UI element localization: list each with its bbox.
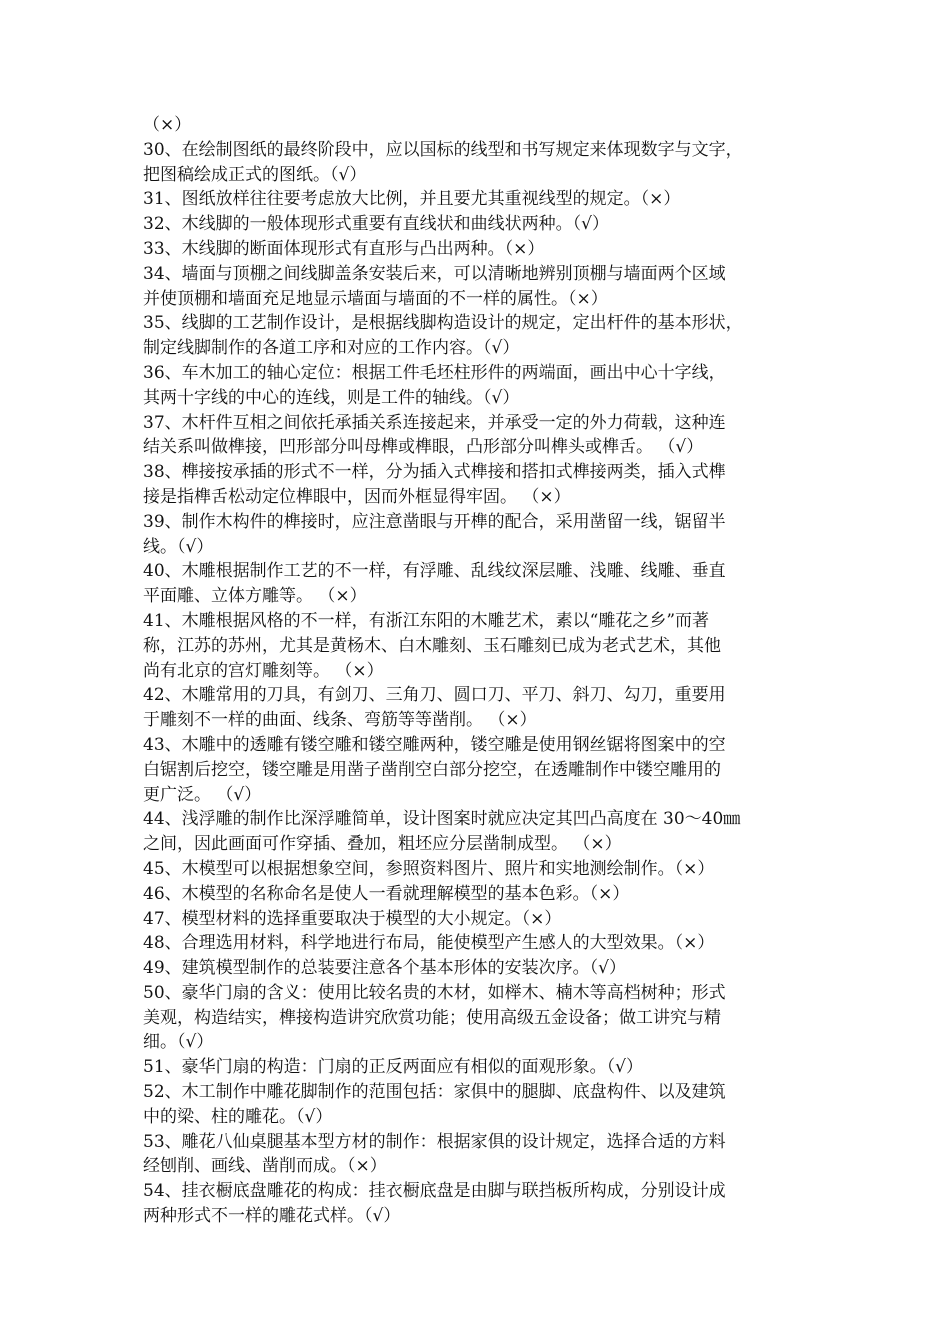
text-line: 其两十字线的中心的连线，则是工件的轴线。（√） <box>143 387 520 408</box>
text-line: 称，江苏的苏州，尤其是黄杨木、白木雕刻、玉石雕刻已成为老式艺术，其他 <box>143 635 721 656</box>
text-line: 白锯割后挖空，镂空雕是用凿子凿削空白部分挖空，在透雕制作中镂空雕用的 <box>143 759 721 780</box>
text-line: 48、合理选用材料，科学地进行布局，能使模型产生感人的大型效果。（×） <box>143 933 715 954</box>
text-line: 47、模型材料的选择重要取决于模型的大小规定。（×） <box>143 908 562 929</box>
text-line: 接是指榫舌松动定位榫眼中，因而外框显得牢固。 （×） <box>143 486 571 507</box>
text-line: 美观，构造结实，榫接构造讲究欣赏功能；使用高级五金设备；做工讲究与精 <box>143 1007 721 1028</box>
text-line: 把图稿绘成正式的图纸。（√） <box>143 164 367 185</box>
text-line: 45、木模型可以根据想象空间，参照资料图片、照片和实地测绘制作。（×） <box>143 858 715 879</box>
text-line: 41、木雕根据风格的不一样，有浙江东阳的木雕艺术，素以“雕花之乡”而著 <box>143 610 710 631</box>
text-line: 之间，因此画面可作穿插、叠加，粗坯应分层凿制成型。 （×） <box>143 834 622 855</box>
text-line: 38、榫接按承插的形式不一样，分为插入式榫接和搭扣式榫接两类，插入式榫 <box>143 462 726 483</box>
text-line: （×） <box>143 115 192 135</box>
text-line: 细。（√） <box>143 1032 214 1053</box>
text-line: 经刨削、画线、凿削而成。（×） <box>143 1156 387 1177</box>
text-line: 36、车木加工的轴心定位：根据工件毛坯柱形件的两端面，画出中心十字线， <box>143 362 726 383</box>
text-line: 53、雕花八仙桌腿基本型方材的制作：根据家俱的设计规定，选择合适的方料 <box>143 1131 726 1152</box>
document-page <box>143 113 823 1229</box>
text-line: 更广泛。 （√） <box>143 784 262 805</box>
text-line: 35、线脚的工艺制作设计，是根据线脚构造设计的规定，定出杆件的基本形状， <box>143 313 743 334</box>
text-line: 平面雕、立体方雕等。 （×） <box>143 586 367 607</box>
text-line: 42、木雕常用的刀具，有剑刀、三角刀、圆口刀、平刀、斜刀、勾刀，重要用 <box>143 685 726 706</box>
text-line: 34、墙面与顶棚之间线脚盖条安装后来，可以清晰地辨别顶棚与墙面两个区域 <box>143 263 726 284</box>
text-line: 49、建筑模型制作的总装要注意各个基本形体的安装次序。（√） <box>143 958 626 979</box>
text-line: 37、木杆件互相之间依托承插关系连接起来，并承受一定的外力荷载，这种连 <box>143 412 726 433</box>
text-line: 于雕刻不一样的曲面、线条、弯筋等等凿削。 （×） <box>143 710 537 731</box>
text-line: 中的梁、柱的雕花。（√） <box>143 1106 333 1127</box>
text-line: 制定线脚制作的各道工序和对应的工作内容。（√） <box>143 338 520 359</box>
text-line: 两种形式不一样的雕花式样。（√） <box>143 1206 401 1227</box>
text-line: 结关系叫做榫接，凹形部分叫母榫或榫眼，凸形部分叫榫头或榫舌。 （√） <box>143 437 704 458</box>
text-line: 44、浅浮雕的制作比深浮雕简单，设计图案时就应决定其凹凸高度在 30～40㎜ <box>143 809 741 830</box>
text-line: 31、图纸放样往往要考虑放大比例，并且要尤其重视线型的规定。（×） <box>143 189 681 210</box>
text-line: 33、木线脚的断面体现形式有直形与凸出两种。（×） <box>143 238 545 259</box>
text-line: 尚有北京的宫灯雕刻等。 （×） <box>143 660 384 681</box>
text-line: 51、豪华门扇的构造：门扇的正反两面应有相似的面观形象。（√） <box>143 1057 643 1078</box>
text-line: 32、木线脚的一般体现形式重要有直线状和曲线状两种。（√） <box>143 214 609 235</box>
text-line: 线。（√） <box>143 536 214 557</box>
text-line: 43、木雕中的透雕有镂空雕和镂空雕两种，镂空雕是使用钢丝锯将图案中的空 <box>143 734 726 755</box>
text-line: 30、在绘制图纸的最终阶段中，应以国标的线型和书写规定来体现数字与文字， <box>143 139 743 160</box>
text-line: 54、挂衣橱底盘雕花的构成：挂衣橱底盘是由脚与联挡板所构成，分别设计成 <box>143 1181 726 1202</box>
text-line: 40、木雕根据制作工艺的不一样，有浮雕、乱线纹深层雕、浅雕、线雕、垂直 <box>143 561 726 582</box>
text-line: 52、木工制作中雕花脚制作的范围包括：家俱中的腿脚、底盘构件、以及建筑 <box>143 1082 726 1103</box>
text-line: 46、木模型的名称命名是使人一看就理解模型的基本色彩。（×） <box>143 883 630 904</box>
text-line: 39、制作木构件的榫接时，应注意凿眼与开榫的配合，采用凿留一线，锯留半 <box>143 511 726 532</box>
text-line: 50、豪华门扇的含义：使用比较名贵的木材，如榉木、楠木等高档树种；形式 <box>143 982 726 1003</box>
text-line: 并使顶棚和墙面充足地显示墙面与墙面的不一样的属性。（×） <box>143 288 608 309</box>
